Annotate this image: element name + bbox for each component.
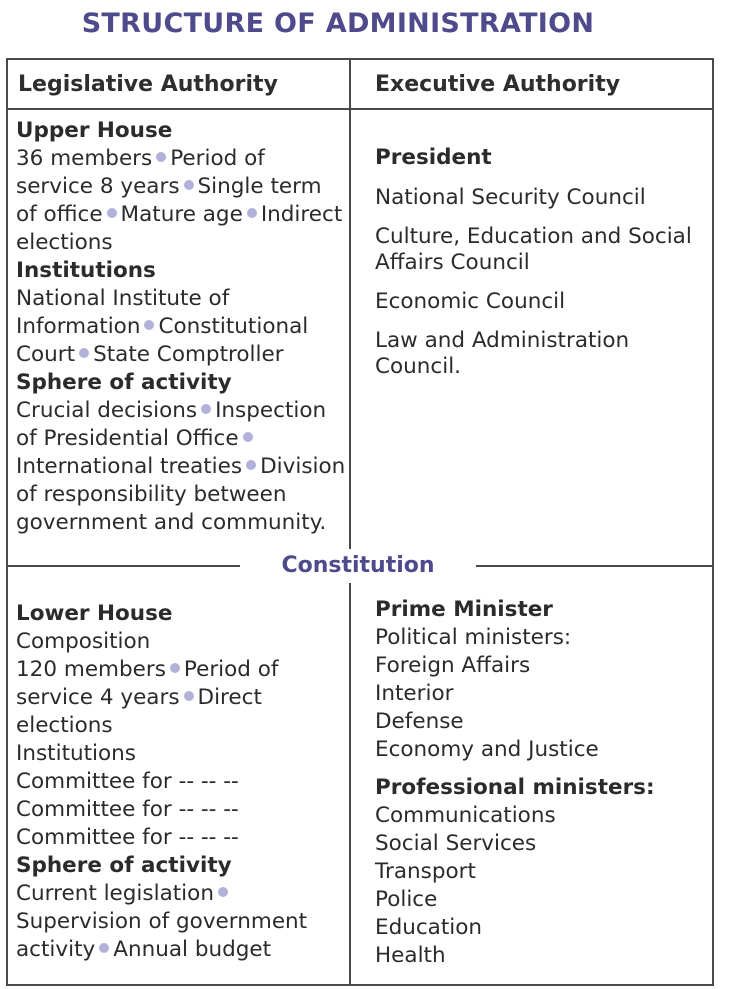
political-label: Political ministers: bbox=[375, 625, 572, 650]
executive-header: Executive Authority bbox=[375, 72, 621, 97]
upper-house-facts bbox=[16, 145, 346, 257]
bullet-icon bbox=[156, 152, 166, 162]
fact: Direct elections bbox=[16, 685, 262, 738]
ministry-item: Interior bbox=[375, 681, 454, 706]
header-divider bbox=[8, 108, 712, 110]
structure-table bbox=[6, 58, 714, 986]
ministry-item: Social Services bbox=[375, 831, 537, 856]
lower-house-facts bbox=[16, 656, 346, 740]
institutions-list bbox=[16, 285, 346, 369]
committee-item: Committee for -- -- -- bbox=[16, 769, 239, 794]
ministry-item: Transport bbox=[375, 859, 476, 884]
president-cell bbox=[375, 145, 710, 393]
sphere-heading: Sphere of activity bbox=[16, 370, 232, 395]
bullet-icon bbox=[247, 208, 257, 218]
ministry-item: Police bbox=[375, 887, 438, 912]
upper-house-cell bbox=[16, 117, 346, 537]
bullet-icon bbox=[170, 663, 180, 673]
lower-house-heading: Lower House bbox=[16, 601, 173, 626]
committee-item: Committee for -- -- -- bbox=[16, 797, 239, 822]
bullet-icon bbox=[107, 208, 117, 218]
sphere-heading: Sphere of activity bbox=[16, 853, 232, 878]
council-item: Law and Administration Council. bbox=[375, 328, 630, 379]
legislative-header: Legislative Authority bbox=[18, 72, 278, 97]
council-item: Culture, Education and Social Affairs Council bbox=[375, 224, 692, 275]
ministry-item: Economy and Justice bbox=[375, 737, 599, 762]
sphere-item: Inspection of Presidential Office bbox=[16, 398, 327, 451]
sphere-item: Crucial decisions bbox=[16, 398, 198, 423]
bullet-icon bbox=[184, 691, 194, 701]
prime-minister-heading: Prime Minister bbox=[375, 597, 553, 622]
bullet-icon bbox=[184, 180, 194, 190]
bullet-icon bbox=[79, 348, 89, 358]
sphere-list bbox=[16, 397, 346, 537]
institutions-label: Institutions bbox=[16, 741, 137, 766]
constitution-label: Constitution bbox=[240, 549, 476, 583]
fact: Period of service 4 years bbox=[16, 657, 279, 710]
institution: State Comptroller bbox=[93, 342, 284, 367]
composition-label: Composition bbox=[16, 629, 151, 654]
committee-item: Committee for -- -- -- bbox=[16, 825, 239, 850]
bullet-icon bbox=[99, 943, 109, 953]
sphere-item: Annual budget bbox=[113, 937, 272, 962]
lower-house-cell bbox=[16, 600, 346, 964]
sphere-item: Division of responsibility between government and community. bbox=[16, 454, 346, 535]
ministry-item: Communications bbox=[375, 803, 556, 828]
page-title: STRUCTURE OF ADMINISTRATION bbox=[81, 8, 595, 39]
fact: Indirect elections bbox=[16, 202, 343, 255]
fact: Mature age bbox=[120, 202, 243, 227]
sphere-item: Current legislation bbox=[16, 881, 214, 906]
fact: Single term of office bbox=[16, 174, 322, 227]
sphere-list bbox=[16, 880, 346, 964]
fact: 36 members bbox=[16, 146, 153, 171]
ministry-item: Education bbox=[375, 915, 483, 940]
sphere-item: International treaties bbox=[16, 454, 243, 479]
bullet-icon bbox=[144, 320, 154, 330]
bullet-icon bbox=[243, 432, 253, 442]
ministry-item: Health bbox=[375, 943, 446, 968]
institution: Constitutional Court bbox=[16, 314, 309, 367]
institutions-heading: Institutions bbox=[16, 258, 156, 283]
fact: 120 members bbox=[16, 657, 166, 682]
council-item: Economic Council bbox=[375, 289, 566, 314]
council-item: National Security Council bbox=[375, 185, 646, 210]
ministry-item: Foreign Affairs bbox=[375, 653, 531, 678]
upper-house-heading: Upper House bbox=[16, 118, 173, 143]
fact: Period of service 8 years bbox=[16, 146, 265, 199]
prime-minister-cell bbox=[375, 596, 710, 970]
bullet-icon bbox=[201, 404, 211, 414]
bullet-icon bbox=[246, 460, 256, 470]
professional-label: Professional ministers: bbox=[375, 775, 655, 800]
column-divider bbox=[349, 60, 351, 984]
ministry-item: Defense bbox=[375, 709, 464, 734]
sphere-item: Supervision of government activity bbox=[16, 909, 308, 962]
institution: National Institute of Information bbox=[16, 286, 230, 339]
bullet-icon bbox=[218, 887, 228, 897]
president-heading: President bbox=[375, 145, 492, 170]
